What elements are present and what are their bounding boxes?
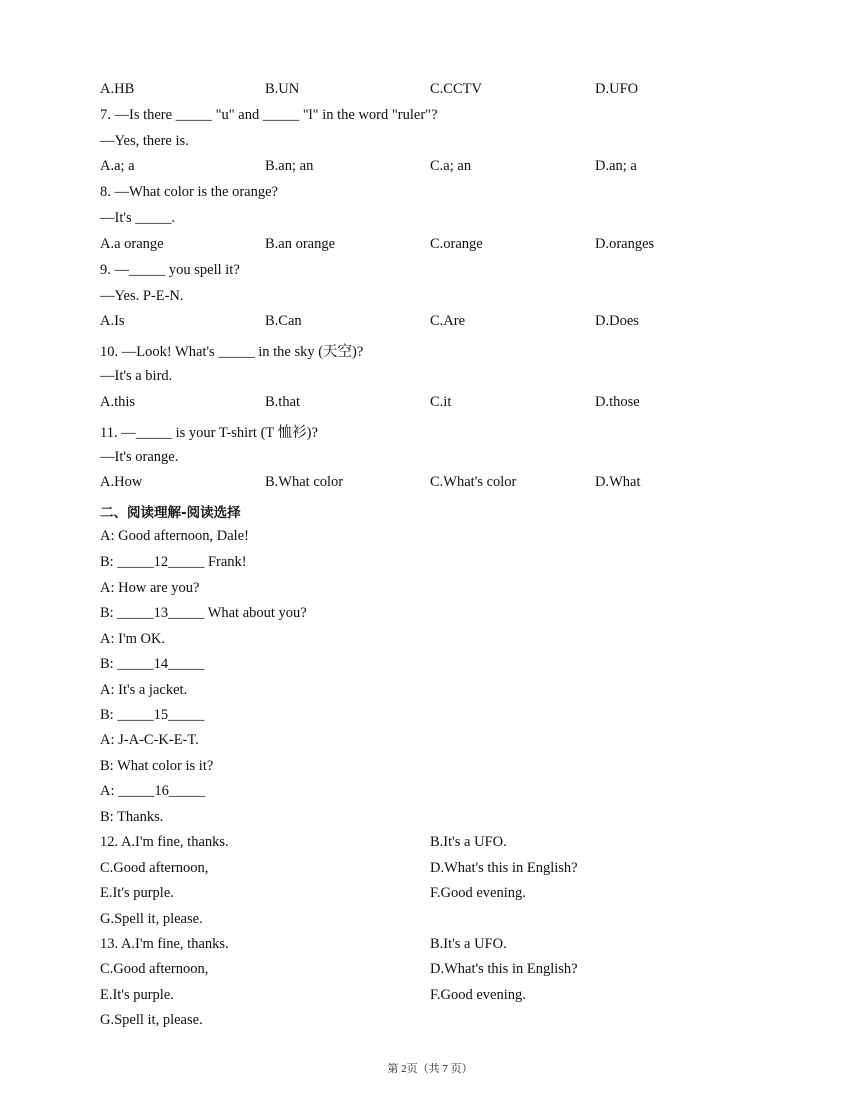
page-footer: 第 2页（共 7 页）: [387, 1063, 473, 1075]
q12-option: 12. A.I'm fine, thanks.: [100, 834, 229, 850]
q13-option: G.Spell it, please.: [100, 1012, 203, 1028]
dialogue-line: A: Good afternoon, Dale!: [100, 528, 249, 544]
q7-stem: 7. —Is there _____ "u" and _____ "l" in the word "ruler"?: [100, 107, 438, 123]
q8-option-d: D.oranges: [595, 236, 655, 252]
q7-option-a: A.a; a: [100, 158, 135, 174]
dialogue-line: A: J-A-C-K-E-T.: [100, 732, 199, 748]
q12-option: E.It's purple.: [100, 885, 174, 901]
q9-option-c: C.Are: [430, 313, 466, 329]
q13-option: 13. A.I'm fine, thanks.: [100, 936, 229, 952]
q9-option-b: B.Can: [265, 313, 302, 329]
q13-option: E.It's purple.: [100, 987, 174, 1003]
q9-option-a: A.Is: [100, 313, 125, 329]
q11-option-d: D.What: [595, 474, 641, 490]
q9-option-d: D.Does: [595, 313, 639, 329]
dialogue-line: B: _____15_____: [100, 707, 205, 723]
q13-option: D.What's this in English?: [430, 961, 578, 977]
dialogue-line: A: It's a jacket.: [100, 682, 188, 698]
q13-option: B.It's a UFO.: [430, 936, 507, 952]
q10-option-a: A.this: [100, 394, 136, 410]
dialogue-line: A: I'm OK.: [100, 631, 166, 647]
dialogue-line: B: _____12_____ Frank!: [100, 554, 247, 570]
dialogue-line: B: _____14_____: [100, 656, 205, 672]
q10-option-c: C.it: [430, 394, 452, 410]
q6-option-d: D.UFO: [595, 81, 639, 97]
q11-option-a: A.How: [100, 474, 143, 490]
q10-answer: —It's a bird.: [100, 368, 173, 384]
q9-answer: —Yes. P-E-N.: [100, 288, 184, 304]
q8-answer: —It's _____.: [100, 210, 176, 226]
q8-stem: 8. —What color is the orange?: [100, 184, 278, 200]
q11-option-c: C.What's color: [430, 474, 517, 490]
q12-option: D.What's this in English?: [430, 860, 578, 876]
q12-option: F.Good evening.: [430, 885, 526, 901]
q10-option-b: B.that: [265, 394, 301, 410]
q10-option-d: D.those: [595, 394, 640, 410]
q6-option-b: B.UN: [265, 81, 300, 97]
q8-option-c: C.orange: [430, 236, 483, 252]
section-2-heading: 二、阅读理解-阅读选择: [100, 505, 241, 521]
dialogue-line: A: _____16_____: [100, 783, 206, 799]
q11-stem: 11. —_____ is your T-shirt (T 恤衫)?: [100, 425, 318, 441]
q12-option: B.It's a UFO.: [430, 834, 507, 850]
q11-answer: —It's orange.: [100, 449, 179, 465]
q8-option-b: B.an orange: [265, 236, 336, 252]
q11-option-b: B.What color: [265, 474, 344, 490]
q6-option-a: A.HB: [100, 81, 135, 97]
dialogue-line: B: What color is it?: [100, 758, 214, 774]
dialogue-line: B: _____13_____ What about you?: [100, 605, 307, 621]
q7-answer: —Yes, there is.: [100, 133, 189, 149]
q13-option: F.Good evening.: [430, 987, 526, 1003]
q7-option-c: C.a; an: [430, 158, 472, 174]
q12-option: G.Spell it, please.: [100, 911, 203, 927]
q7-option-b: B.an; an: [265, 158, 314, 174]
q8-option-a: A.a orange: [100, 236, 164, 252]
q10-stem: 10. —Look! What's _____ in the sky (天空)?: [100, 344, 364, 360]
q13-option: C.Good afternoon,: [100, 961, 209, 977]
q9-stem: 9. —_____ you spell it?: [100, 262, 240, 278]
q6-option-c: C.CCTV: [430, 81, 482, 97]
q7-option-d: D.an; a: [595, 158, 637, 174]
dialogue-line: B: Thanks.: [100, 809, 164, 825]
q12-option: C.Good afternoon,: [100, 860, 209, 876]
dialogue-line: A: How are you?: [100, 580, 200, 596]
